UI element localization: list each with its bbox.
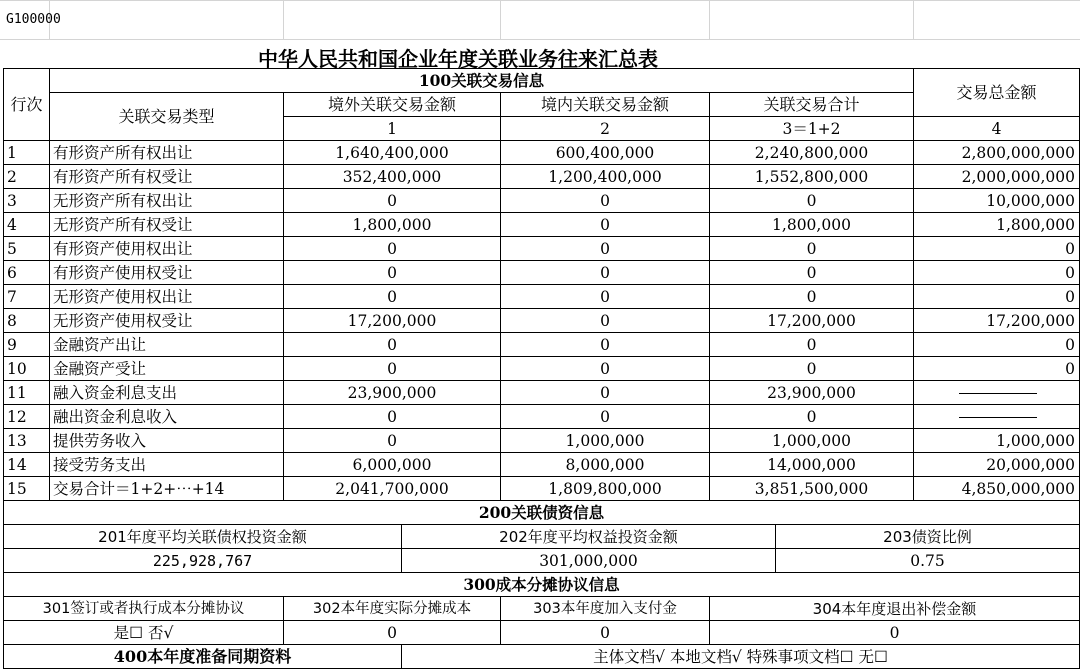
cell-foreign-amount[interactable]: 0 [284, 261, 501, 285]
label-303: 303本年度加入支付金 [501, 597, 710, 621]
sec300-labels-row [4, 597, 1080, 621]
row-type: 有形资产使用权受让 [50, 261, 284, 285]
sec400-row [4, 645, 1080, 669]
cell-domestic-amount[interactable]: 1,809,800,000 [501, 477, 710, 501]
sec200-labels-row [4, 525, 1080, 549]
value-203[interactable]: 0.75 [776, 549, 1080, 573]
row-number: 4 [4, 213, 50, 237]
sec400-options[interactable]: 主体文档√ 本地文档√ 特殊事项文档☐ 无☐ [402, 645, 1080, 669]
table-row [4, 165, 1080, 189]
lower-table [3, 524, 1080, 669]
cell-sum-amount[interactable]: 17,200,000 [710, 309, 914, 333]
label-302: 302本年度实际分摊成本 [284, 597, 501, 621]
row-type: 有形资产所有权出让 [50, 141, 284, 165]
table-row [4, 285, 1080, 309]
col-total-header: 交易总金额 [914, 69, 1080, 117]
table-row [4, 477, 1080, 501]
cell-domestic-amount[interactable]: 8,000,000 [501, 453, 710, 477]
grid-line [0, 0, 1080, 1]
row-number: 10 [4, 357, 50, 381]
cell-sum-amount[interactable]: 2,240,800,000 [710, 141, 914, 165]
table-row [4, 357, 1080, 381]
row-number: 13 [4, 429, 50, 453]
sec200-values-row [4, 549, 1080, 573]
page-title: 中华人民共和国企业年度关联业务往来汇总表 [258, 47, 658, 71]
cell-sum-amount[interactable]: 3,851,500,000 [710, 477, 914, 501]
cell-total-amount[interactable]: 1,000,000 [914, 429, 1080, 453]
section-100-header: 100关联交易信息 [50, 69, 914, 93]
row-number: 7 [4, 285, 50, 309]
cell-domestic-amount[interactable]: 0 [501, 333, 710, 357]
row-type: 无形资产使用权受让 [50, 309, 284, 333]
row-number: 14 [4, 453, 50, 477]
grid-line [283, 0, 284, 40]
row-type: 有形资产使用权出让 [50, 237, 284, 261]
table-row [4, 261, 1080, 285]
cell-total-amount[interactable]: 0 [914, 237, 1080, 261]
table-row [4, 429, 1080, 453]
row-number: 2 [4, 165, 50, 189]
table-row [4, 141, 1080, 165]
cell-foreign-amount[interactable]: 23,900,000 [284, 381, 501, 405]
cell-total-amount[interactable]: 17,200,000 [914, 309, 1080, 333]
cell-domestic-amount[interactable]: 0 [501, 381, 710, 405]
col-foreign-header: 境外关联交易金额 [284, 93, 501, 117]
value-301[interactable]: 是☐ 否√ [4, 621, 284, 645]
row-type: 提供劳务收入 [50, 429, 284, 453]
cell-foreign-amount[interactable]: 17,200,000 [284, 309, 501, 333]
table-row [4, 213, 1080, 237]
row-number: 3 [4, 189, 50, 213]
table-row [4, 189, 1080, 213]
row-type: 融入资金利息支出 [50, 381, 284, 405]
table-row [4, 237, 1080, 261]
cell-foreign-amount[interactable]: 1,640,400,000 [284, 141, 501, 165]
row-no-header: 行次 [4, 69, 50, 141]
cell-total-amount[interactable]: 4,850,000,000 [914, 477, 1080, 501]
value-304[interactable]: 0 [710, 621, 1080, 645]
grid-line [500, 0, 501, 40]
cell-foreign-amount[interactable]: 0 [284, 189, 501, 213]
cell-domestic-amount[interactable]: 1,200,400,000 [501, 165, 710, 189]
cell-domestic-amount[interactable]: 0 [501, 237, 710, 261]
cell-total-amount[interactable]: 1,800,000 [914, 213, 1080, 237]
row-number: 6 [4, 261, 50, 285]
cell-foreign-amount[interactable]: 0 [284, 237, 501, 261]
cell-domestic-amount[interactable]: 0 [501, 261, 710, 285]
cell-sum-amount[interactable]: 0 [710, 405, 914, 429]
row-number: 9 [4, 333, 50, 357]
label-203: 203债资比例 [776, 525, 1080, 549]
cell-foreign-amount[interactable]: 0 [284, 333, 501, 357]
cell-foreign-amount[interactable]: 2,041,700,000 [284, 477, 501, 501]
cell-domestic-amount[interactable]: 0 [501, 189, 710, 213]
col-total-index: 4 [914, 117, 1080, 141]
table-row [4, 333, 1080, 357]
label-304: 304本年度退出补偿金额 [710, 597, 1080, 621]
label-202: 202年度平均权益投资金额 [402, 525, 776, 549]
cell-sum-amount[interactable]: 0 [710, 333, 914, 357]
row-type: 无形资产所有权受让 [50, 213, 284, 237]
cell-total-amount[interactable] [914, 405, 1080, 429]
row-type: 接受劳务支出 [50, 453, 284, 477]
grid-line [913, 0, 914, 40]
sec300-header-row [4, 573, 1080, 597]
cell-domestic-amount[interactable]: 0 [501, 309, 710, 333]
cell-total-amount[interactable]: 10,000,000 [914, 189, 1080, 213]
not-applicable-dash [959, 417, 1037, 418]
table-row [4, 381, 1080, 405]
summary-table [3, 68, 1080, 525]
section-400-header: 400本年度准备同期资料 [4, 645, 402, 669]
row-type: 有形资产所有权受让 [50, 165, 284, 189]
table-row [4, 405, 1080, 429]
grid-line [0, 39, 1080, 40]
cell-total-amount[interactable] [914, 381, 1080, 405]
cell-total-amount[interactable]: 20,000,000 [914, 453, 1080, 477]
cell-sum-amount[interactable]: 23,900,000 [710, 381, 914, 405]
cell-total-amount[interactable]: 0 [914, 333, 1080, 357]
cell-total-amount[interactable]: 0 [914, 357, 1080, 381]
type-header: 关联交易类型 [50, 93, 284, 141]
cell-foreign-amount[interactable]: 1,800,000 [284, 213, 501, 237]
section-300-header: 300成本分摊协议信息 [4, 573, 1080, 597]
cell-foreign-amount[interactable]: 0 [284, 405, 501, 429]
table-row [4, 309, 1080, 333]
cell-domestic-amount[interactable]: 1,000,000 [501, 429, 710, 453]
cell-total-amount[interactable]: 0 [914, 285, 1080, 309]
not-applicable-dash [959, 393, 1037, 394]
sec100-header-row [4, 69, 1080, 93]
cell-sum-amount[interactable]: 0 [710, 357, 914, 381]
row-number: 8 [4, 309, 50, 333]
row-type: 融出资金利息收入 [50, 405, 284, 429]
cell-domestic-amount[interactable]: 0 [501, 285, 710, 309]
row-number: 5 [4, 237, 50, 261]
value-202[interactable]: 301,000,000 [402, 549, 776, 573]
row-type: 金融资产出让 [50, 333, 284, 357]
cell-sum-amount[interactable]: 1,800,000 [710, 213, 914, 237]
cell-foreign-amount[interactable]: 0 [284, 285, 501, 309]
row-number: 11 [4, 381, 50, 405]
cell-total-amount[interactable]: 0 [914, 261, 1080, 285]
grid-line [709, 0, 710, 40]
row-type: 金融资产受让 [50, 357, 284, 381]
value-303[interactable]: 0 [501, 621, 710, 645]
value-201[interactable]: 225,928,767 [4, 549, 402, 573]
value-302[interactable]: 0 [284, 621, 501, 645]
section-200-header: 200关联债资信息 [4, 501, 1080, 525]
cell-sum-amount[interactable]: 0 [710, 261, 914, 285]
cell-total-amount[interactable]: 2,800,000,000 [914, 141, 1080, 165]
col-domestic-header: 境内关联交易金额 [501, 93, 710, 117]
row-number: 1 [4, 141, 50, 165]
label-201: 201年度平均关联债权投资金额 [4, 525, 402, 549]
cell-foreign-amount[interactable]: 6,000,000 [284, 453, 501, 477]
row-number: 15 [4, 477, 50, 501]
row-type: 交易合计＝1+2+⋯+14 [50, 477, 284, 501]
table-row [4, 453, 1080, 477]
cell-foreign-amount[interactable]: 0 [284, 357, 501, 381]
cell-total-amount[interactable]: 2,000,000,000 [914, 165, 1080, 189]
row-type: 无形资产所有权出让 [50, 189, 284, 213]
col-domestic-index: 2 [501, 117, 710, 141]
sec300-values-row [4, 621, 1080, 645]
cell-foreign-amount[interactable]: 0 [284, 429, 501, 453]
cell-domestic-amount[interactable]: 0 [501, 405, 710, 429]
cell-reference[interactable]: G100000 [6, 12, 61, 27]
cell-domestic-amount[interactable]: 0 [501, 357, 710, 381]
cell-sum-amount[interactable]: 1,000,000 [710, 429, 914, 453]
cell-sum-amount[interactable]: 1,552,800,000 [710, 165, 914, 189]
cell-sum-amount[interactable]: 0 [710, 285, 914, 309]
col-sum-header: 关联交易合计 [710, 93, 914, 117]
cell-sum-amount[interactable]: 0 [710, 237, 914, 261]
cell-domestic-amount[interactable]: 0 [501, 213, 710, 237]
cell-domestic-amount[interactable]: 600,400,000 [501, 141, 710, 165]
col-sum-index: 3＝1+2 [710, 117, 914, 141]
row-type: 无形资产使用权出让 [50, 285, 284, 309]
col-foreign-index: 1 [284, 117, 501, 141]
row-number: 12 [4, 405, 50, 429]
cell-foreign-amount[interactable]: 352,400,000 [284, 165, 501, 189]
cell-sum-amount[interactable]: 14,000,000 [710, 453, 914, 477]
label-301: 301签订或者执行成本分摊协议 [4, 597, 284, 621]
cell-sum-amount[interactable]: 0 [710, 189, 914, 213]
sec200-header-row [4, 501, 1080, 525]
